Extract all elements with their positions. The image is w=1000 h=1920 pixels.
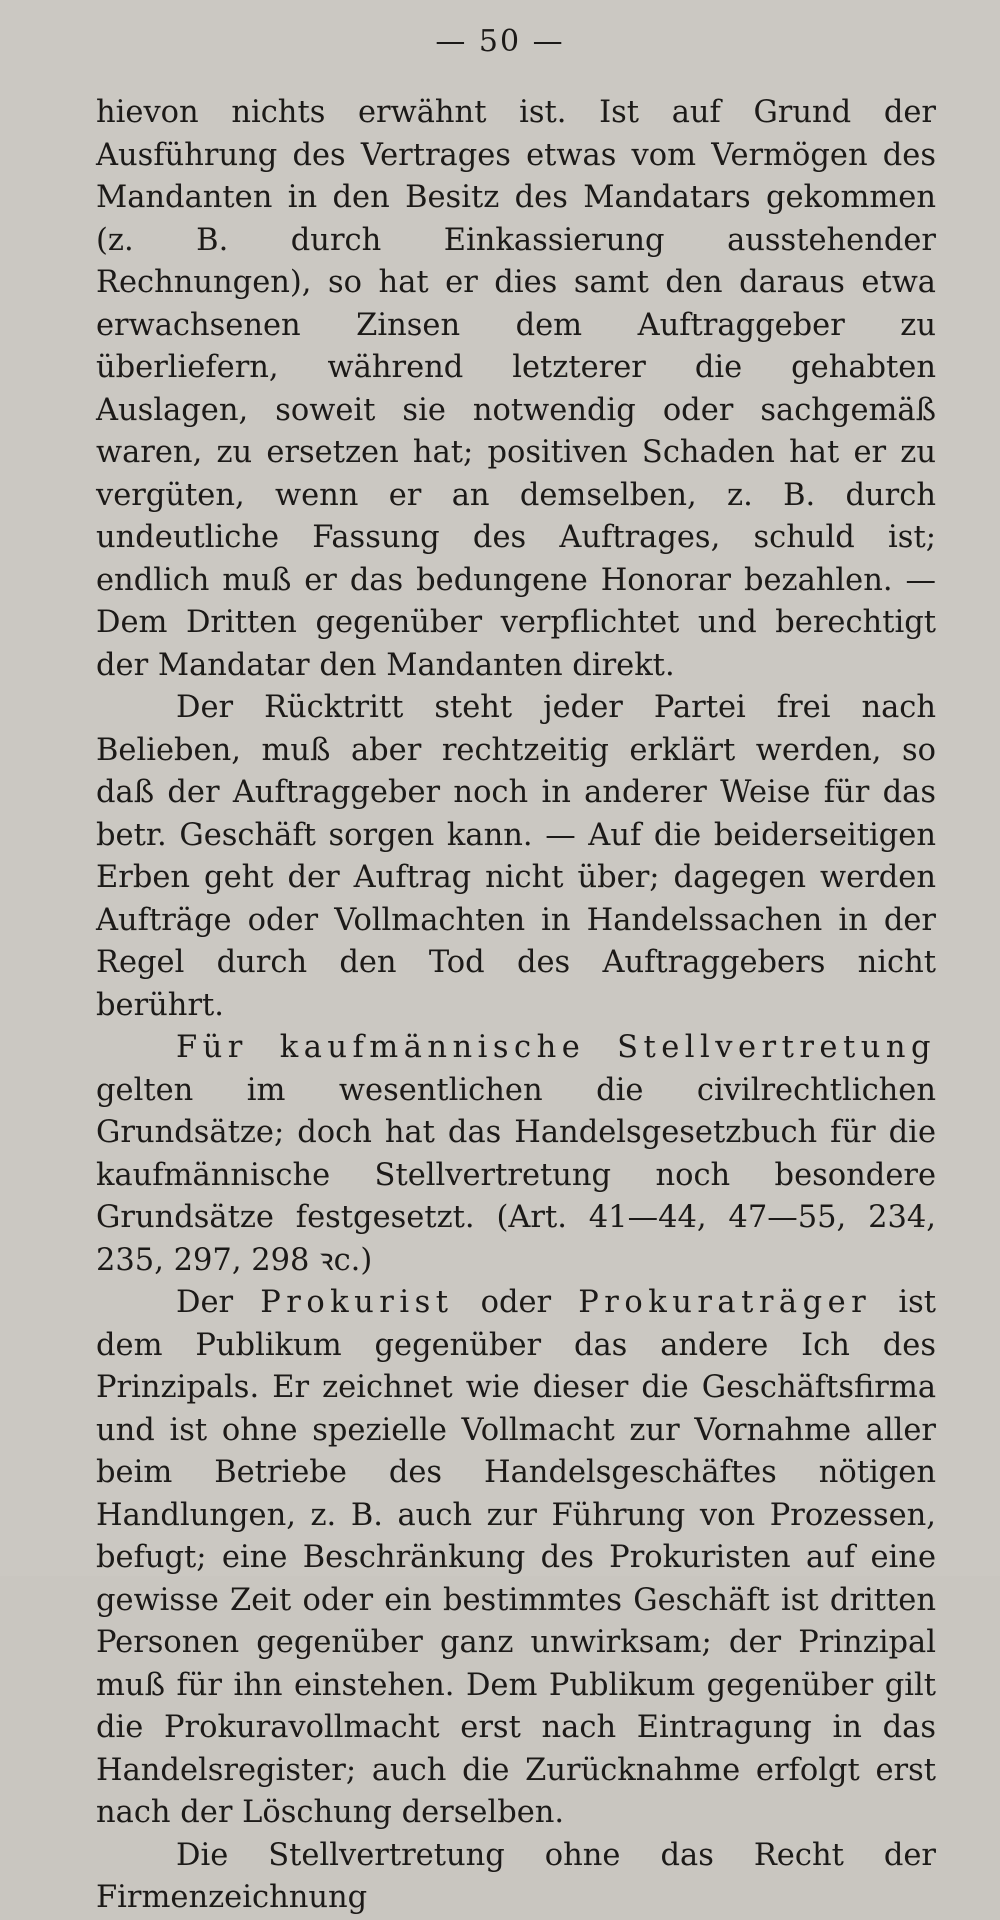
page-number: — 50 — [435,24,565,59]
paragraph-ruecktritt: Der Rücktritt steht jeder Partei frei nach Belieben, muß aber rechtzeitig erklärt werden, so daß der Auftraggeber noch in anderer Weise für das betr. Geschäft sorgen kann. — Auf die beiderseitigen Erben geht der Auftrag nicht über; dagegen werden Aufträge oder Vollmachten in Handelssachen in der Regel durch den Tod des Auftraggebers nicht berührt. [96,690,936,1023]
emphasized-term-prokurist: Prokurist [260,1285,454,1320]
emphasized-term-prokuratraeger: Prokuraträger [578,1285,872,1320]
paragraph-prokurist [96,1282,936,1835]
paragraph-mid: oder [453,1285,579,1320]
paragraph-lead: Der [176,1285,261,1320]
paragraph-continuation: hievon nichts erwähnt ist. Ist auf Grund der Ausführung des Vertrages etwas vom Vermögen des Mandanten in den Besitz des Mandatars gekommen (z. B. durch Einkassierung ausstehender Rechnungen), so hat er dies samt den daraus etwa erwachsenen Zinsen dem Auftraggeber zu überliefern, während letzterer die gehabten Auslagen, soweit sie notwendig oder sachgemäß waren, zu ersetzen hat; positiven Schaden hat er zu vergüten, wenn er an demselben, z. B. durch undeutliche Fassung des Auftrages, schuld ist; endlich muß er das bedungene Honorar bezahlen. — Dem Dritten gegenüber verpflichtet und berechtigt der Mandatar den Mandanten direkt. [96,95,936,683]
body-text [96,92,936,1920]
paragraph-text: gelten im wesentlichen die civilrechtlichen Grundsätze; doch hat das Handelsgesetzbuch für die kaufmännische Stellvertretung noch besondere Grundsätze festgesetzt. (Art. 41—44, 47—55, 234, 235, 297, 298 ꝛc.) [96,1072,936,1278]
paragraph-text: ist dem Publikum gegenüber das andere Ich des Prinzipals. Er zeichnet wie dieser die Geschäftsfirma und ist ohne spezielle Vollmacht zur Vornahme aller beim Betriebe des Handelsgeschäftes nötigen Handlungen, z. B. auch zur Führung von Prozessen, befugt; eine Beschränkung des Prokuristen auf eine gewisse Zeit oder ein bestimmtes Geschäft ist dritten Personen gegenüber ganz unwirksam; der Prinzipal muß für ihn einstehen. Dem Publikum gegenüber gilt die Prokuravollmacht erst nach Eintragung in das Handelsregister; auch die Zurücknahme erfolgt erst nach der Löschung derselben. [96,1285,937,1830]
emphasized-term: Für kaufmännische Stellvertretung [176,1030,936,1065]
paragraph-kaufmaennische-stellvertretung [96,1027,936,1282]
paragraph-stellvertretung: Die Stellvertretung ohne das Recht der Firmenzeichnung [96,1837,936,1915]
